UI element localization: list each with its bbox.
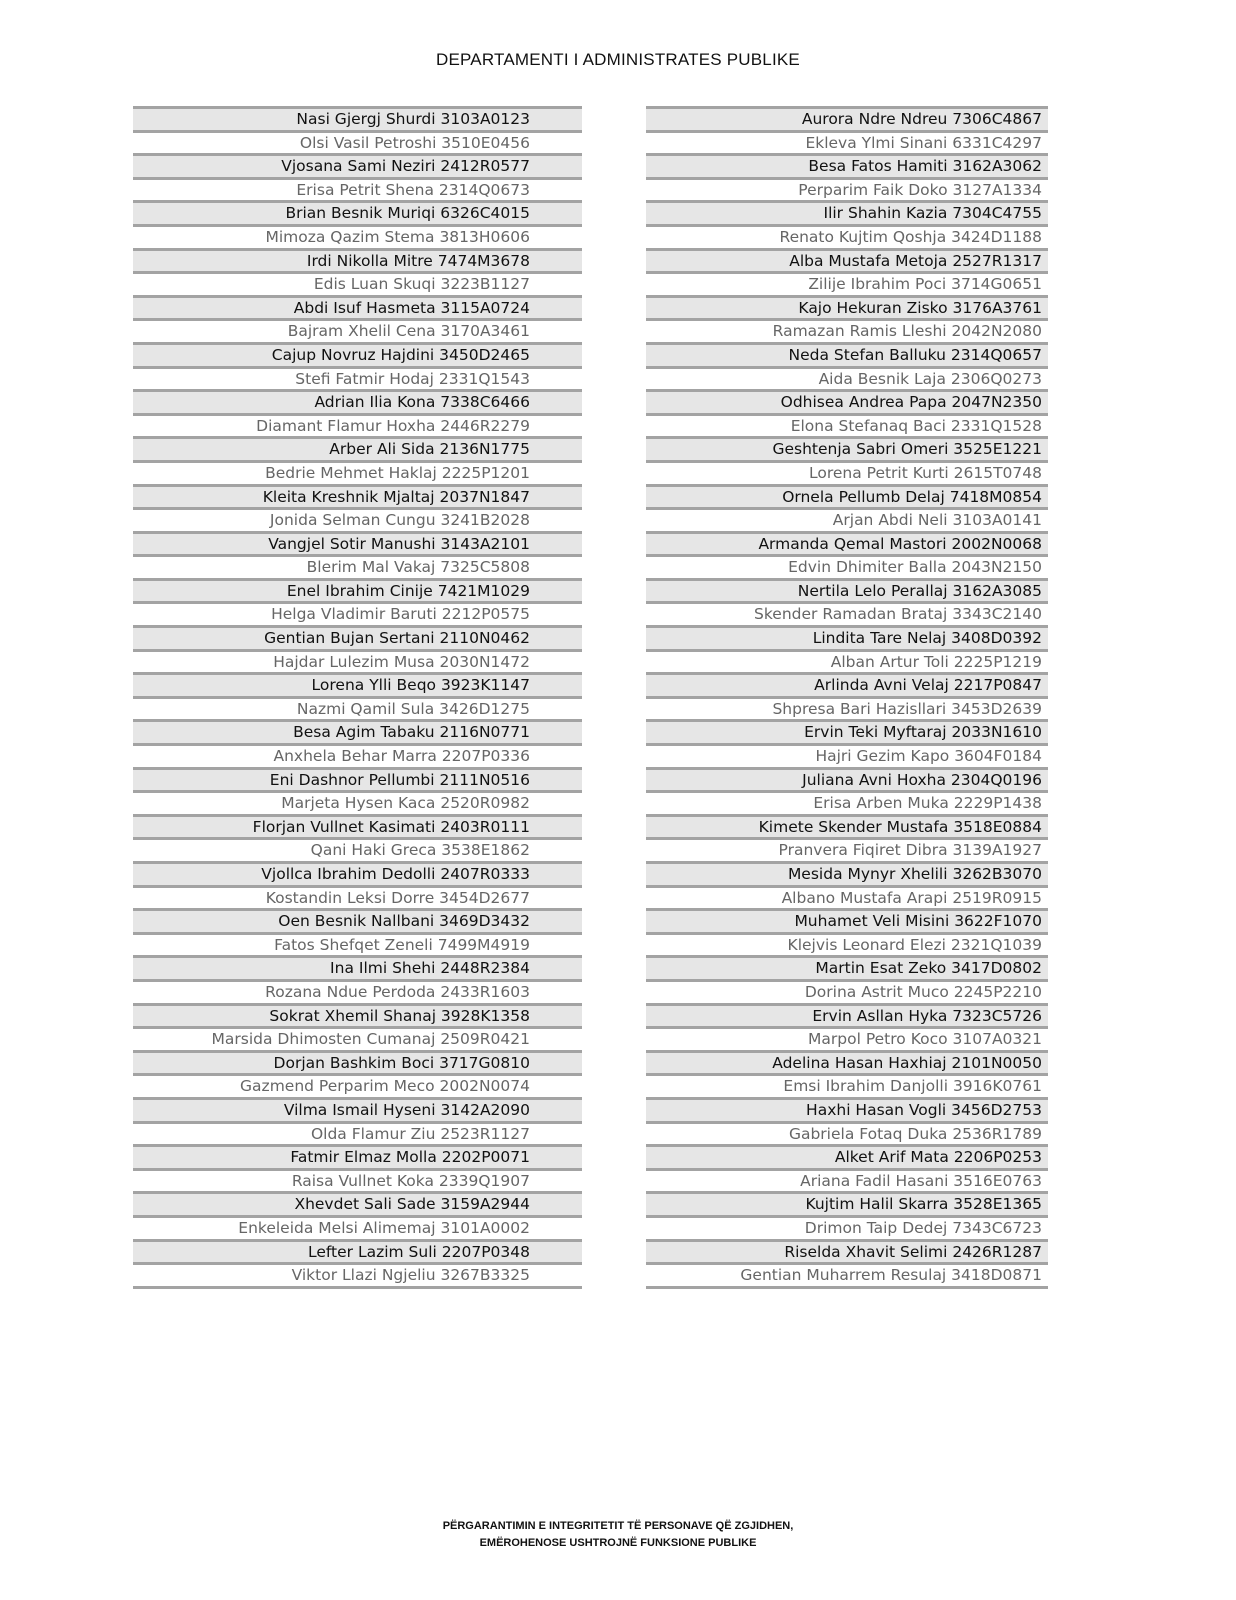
list-item: Zilije Ibrahim Poci 3714G0651 — [646, 274, 1048, 298]
list-item: Abdi Isuf Hasmeta 3115A0724 — [133, 298, 582, 322]
list-item: Alba Mustafa Metoja 2527R1317 — [646, 251, 1048, 275]
list-item: Bedrie Mehmet Haklaj 2225P1201 — [133, 463, 582, 487]
list-item: Ornela Pellumb Delaj 7418M0854 — [646, 487, 1048, 511]
list-item: Stefi Fatmir Hodaj 2331Q1543 — [133, 369, 582, 393]
list-item: Kimete Skender Mustafa 3518E0884 — [646, 817, 1048, 841]
list-item: Dorjan Bashkim Boci 3717G0810 — [133, 1053, 582, 1077]
list-item: Perparim Faik Doko 3127A1334 — [646, 180, 1048, 204]
list-item: Geshtenja Sabri Omeri 3525E1221 — [646, 439, 1048, 463]
list-item: Raisa Vullnet Koka 2339Q1907 — [133, 1171, 582, 1195]
list-item: Gentian Bujan Sertani 2110N0462 — [133, 628, 582, 652]
list-item: Arlinda Avni Velaj 2217P0847 — [646, 675, 1048, 699]
list-item: Fatmir Elmaz Molla 2202P0071 — [133, 1147, 582, 1171]
list-item: Ina Ilmi Shehi 2448R2384 — [133, 958, 582, 982]
list-item: Erisa Petrit Shena 2314Q0673 — [133, 180, 582, 204]
list-item: Edvin Dhimiter Balla 2043N2150 — [646, 557, 1048, 581]
list-item: Skender Ramadan Brataj 3343C2140 — [646, 604, 1048, 628]
list-item: Xhevdet Sali Sade 3159A2944 — [133, 1194, 582, 1218]
page-title: DEPARTAMENTI I ADMINISTRATES PUBLIKE — [436, 50, 800, 69]
list-item: Albano Mustafa Arapi 2519R0915 — [646, 888, 1048, 912]
name-list-right — [646, 106, 1048, 1289]
list-item: Blerim Mal Vakaj 7325C5808 — [133, 557, 582, 581]
list-item: Olsi Vasil Petroshi 3510E0456 — [133, 133, 582, 157]
list-item: Alket Arif Mata 2206P0253 — [646, 1147, 1048, 1171]
list-item: Vangjel Sotir Manushi 3143A2101 — [133, 534, 582, 558]
list-item: Nertila Lelo Perallaj 3162A3085 — [646, 581, 1048, 605]
list-item: Hajdar Lulezim Musa 2030N1472 — [133, 652, 582, 676]
list-item: Haxhi Hasan Vogli 3456D2753 — [646, 1100, 1048, 1124]
list-item: Lefter Lazim Suli 2207P0348 — [133, 1242, 582, 1266]
list-item: Muhamet Veli Misini 3622F1070 — [646, 911, 1048, 935]
list-item: Ariana Fadil Hasani 3516E0763 — [646, 1171, 1048, 1195]
list-item: Nazmi Qamil Sula 3426D1275 — [133, 699, 582, 723]
list-item: Hajri Gezim Kapo 3604F0184 — [646, 746, 1048, 770]
list-item: Mimoza Qazim Stema 3813H0606 — [133, 227, 582, 251]
list-item: Kleita Kreshnik Mjaltaj 2037N1847 — [133, 487, 582, 511]
name-list-left — [133, 106, 582, 1289]
list-item: Edis Luan Skuqi 3223B1127 — [133, 274, 582, 298]
footer-note — [0, 1518, 1236, 1552]
list-item: Jonida Selman Cungu 3241B2028 — [133, 510, 582, 534]
list-item: Emsi Ibrahim Danjolli 3916K0761 — [646, 1076, 1048, 1100]
list-item: Vjollca Ibrahim Dedolli 2407R0333 — [133, 864, 582, 888]
list-item: Anxhela Behar Marra 2207P0336 — [133, 746, 582, 770]
list-item: Helga Vladimir Baruti 2212P0575 — [133, 604, 582, 628]
list-item: Juliana Avni Hoxha 2304Q0196 — [646, 770, 1048, 794]
list-item: Marpol Petro Koco 3107A0321 — [646, 1029, 1048, 1053]
list-item: Riselda Xhavit Selimi 2426R1287 — [646, 1242, 1048, 1266]
list-item: Gabriela Fotaq Duka 2536R1789 — [646, 1124, 1048, 1148]
list-item: Kujtim Halil Skarra 3528E1365 — [646, 1194, 1048, 1218]
list-item: Ekleva Ylmi Sinani 6331C4297 — [646, 133, 1048, 157]
list-item: Erisa Arben Muka 2229P1438 — [646, 793, 1048, 817]
list-item: Adrian Ilia Kona 7338C6466 — [133, 392, 582, 416]
list-item: Besa Fatos Hamiti 3162A3062 — [646, 156, 1048, 180]
list-item: Ervin Asllan Hyka 7323C5726 — [646, 1006, 1048, 1030]
list-item: Vjosana Sami Neziri 2412R0577 — [133, 156, 582, 180]
list-item: Marsida Dhimosten Cumanaj 2509R0421 — [133, 1029, 582, 1053]
list-item: Renato Kujtim Qoshja 3424D1188 — [646, 227, 1048, 251]
list-item: Pranvera Fiqiret Dibra 3139A1927 — [646, 840, 1048, 864]
list-item: Sokrat Xhemil Shanaj 3928K1358 — [133, 1006, 582, 1030]
list-item: Drimon Taip Dedej 7343C6723 — [646, 1218, 1048, 1242]
list-item: Nasi Gjergj Shurdi 3103A0123 — [133, 109, 582, 133]
list-item: Cajup Novruz Hajdini 3450D2465 — [133, 345, 582, 369]
list-item: Gazmend Perparim Meco 2002N0074 — [133, 1076, 582, 1100]
list-item: Ilir Shahin Kazia 7304C4755 — [646, 203, 1048, 227]
list-item: Neda Stefan Balluku 2314Q0657 — [646, 345, 1048, 369]
list-item: Arjan Abdi Neli 3103A0141 — [646, 510, 1048, 534]
list-item: Dorina Astrit Muco 2245P2210 — [646, 982, 1048, 1006]
list-item: Eni Dashnor Pellumbi 2111N0516 — [133, 770, 582, 794]
list-item: Enel Ibrahim Cinije 7421M1029 — [133, 581, 582, 605]
footer-line-1: PËRGARANTIMIN E INTEGRITETIT TË PERSONAVE QË ZGJIDHEN, — [442, 1520, 794, 1532]
list-item: Oen Besnik Nallbani 3469D3432 — [133, 911, 582, 935]
list-item: Vilma Ismail Hyseni 3142A2090 — [133, 1100, 582, 1124]
list-item: Kajo Hekuran Zisko 3176A3761 — [646, 298, 1048, 322]
list-item: Lorena Ylli Beqo 3923K1147 — [133, 675, 582, 699]
list-item: Lorena Petrit Kurti 2615T0748 — [646, 463, 1048, 487]
footer-line-2: EMËROHENOSE USHTROJNË FUNKSIONE PUBLIKE — [479, 1537, 757, 1549]
list-item: Lindita Tare Nelaj 3408D0392 — [646, 628, 1048, 652]
list-item: Rozana Ndue Perdoda 2433R1603 — [133, 982, 582, 1006]
list-item: Martin Esat Zeko 3417D0802 — [646, 958, 1048, 982]
list-item: Klejvis Leonard Elezi 2321Q1039 — [646, 935, 1048, 959]
list-item: Besa Agim Tabaku 2116N0771 — [133, 722, 582, 746]
list-item: Enkeleida Melsi Alimemaj 3101A0002 — [133, 1218, 582, 1242]
list-item: Diamant Flamur Hoxha 2446R2279 — [133, 416, 582, 440]
list-item: Ervin Teki Myftaraj 2033N1610 — [646, 722, 1048, 746]
list-item: Fatos Shefqet Zeneli 7499M4919 — [133, 935, 582, 959]
list-item: Florjan Vullnet Kasimati 2403R0111 — [133, 817, 582, 841]
list-item: Ramazan Ramis Lleshi 2042N2080 — [646, 321, 1048, 345]
list-item: Gentian Muharrem Resulaj 3418D0871 — [646, 1265, 1048, 1289]
list-item: Brian Besnik Muriqi 6326C4015 — [133, 203, 582, 227]
list-item: Arber Ali Sida 2136N1775 — [133, 439, 582, 463]
list-item: Olda Flamur Ziu 2523R1127 — [133, 1124, 582, 1148]
list-item: Shpresa Bari Hazisllari 3453D2639 — [646, 699, 1048, 723]
list-item: Mesida Mynyr Xhelili 3262B3070 — [646, 864, 1048, 888]
list-item: Aida Besnik Laja 2306Q0273 — [646, 369, 1048, 393]
list-item: Aurora Ndre Ndreu 7306C4867 — [646, 109, 1048, 133]
list-item: Adelina Hasan Haxhiaj 2101N0050 — [646, 1053, 1048, 1077]
list-item: Irdi Nikolla Mitre 7474M3678 — [133, 251, 582, 275]
list-item: Marjeta Hysen Kaca 2520R0982 — [133, 793, 582, 817]
list-item: Alban Artur Toli 2225P1219 — [646, 652, 1048, 676]
list-item: Elona Stefanaq Baci 2331Q1528 — [646, 416, 1048, 440]
list-item: Viktor Llazi Ngjeliu 3267B3325 — [133, 1265, 582, 1289]
list-item: Armanda Qemal Mastori 2002N0068 — [646, 534, 1048, 558]
list-item: Kostandin Leksi Dorre 3454D2677 — [133, 888, 582, 912]
list-item: Bajram Xhelil Cena 3170A3461 — [133, 321, 582, 345]
list-item: Qani Haki Greca 3538E1862 — [133, 840, 582, 864]
list-item: Odhisea Andrea Papa 2047N2350 — [646, 392, 1048, 416]
